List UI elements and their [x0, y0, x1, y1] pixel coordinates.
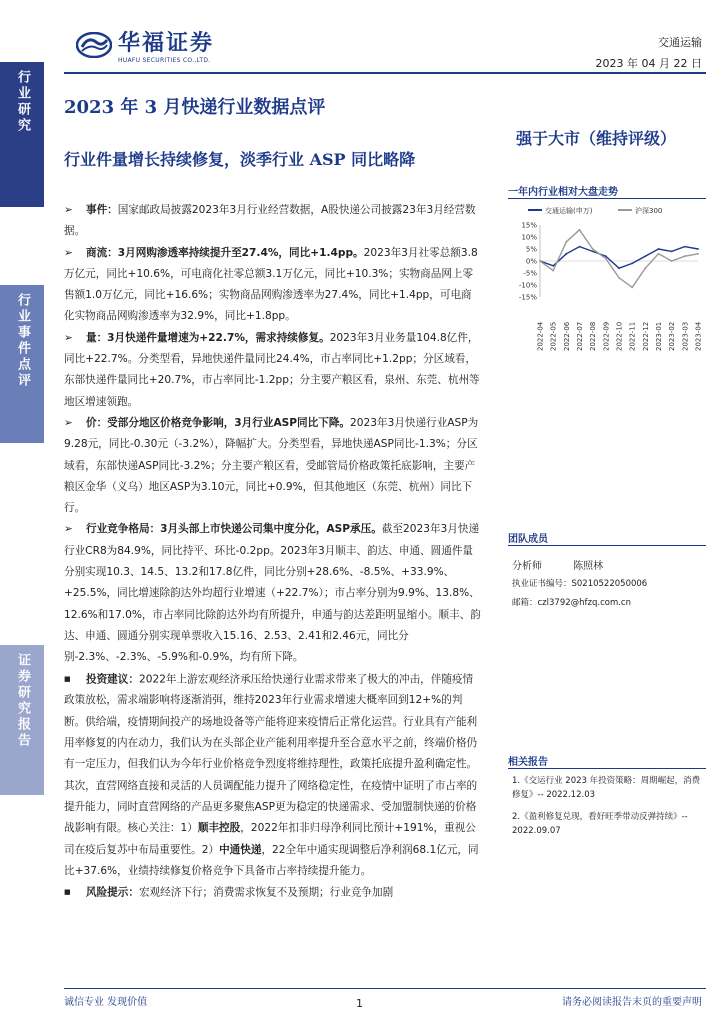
data-point [579, 229, 581, 231]
legend-label: 沪深300 [635, 207, 663, 215]
x-tick-label: 2022-06 [562, 321, 571, 351]
page-number: 1 [356, 997, 363, 1010]
arrow-icon: ➢ [64, 331, 73, 344]
data-point [658, 248, 660, 250]
logo-english: HUAFU SECURITIES CO.,LTD. [118, 57, 211, 64]
company-logo [76, 26, 214, 64]
y-tick-label: 0% [525, 257, 537, 266]
arrow-icon: ➢ [64, 204, 73, 216]
x-tick-label: 2022-10 [615, 321, 624, 351]
logo-emblem-icon [76, 32, 112, 58]
data-point [592, 251, 594, 253]
header-divider [64, 72, 706, 74]
related-divider [508, 768, 706, 769]
data-point [644, 267, 646, 269]
sidebar-tag-research: 行业研究 [0, 62, 44, 207]
report-date: 2023 年 04 月 22 日 [595, 57, 702, 70]
data-point [658, 253, 660, 255]
x-tick-label: 2022-09 [602, 321, 611, 351]
data-point [644, 255, 646, 257]
analyst-label: 分析师 [512, 561, 542, 572]
team-divider [508, 545, 706, 546]
logo-name: 华福证券 [118, 30, 215, 56]
analyst-name: 陈照林 [573, 561, 604, 572]
sidebar-tag-report: 证券研究报告 [0, 645, 44, 795]
arrow-icon: ➢ [64, 523, 73, 536]
footer-slogan: 诚信专业 发现价值 [64, 997, 148, 1008]
data-point [697, 248, 699, 250]
footer-disclaimer: 请务必阅读报告末页的重要声明 [562, 997, 702, 1008]
sidebar [0, 0, 44, 1024]
industry-label: 交通运输 [658, 36, 702, 49]
data-point [631, 287, 633, 289]
data-point [697, 253, 699, 255]
rating: 强于大市（维持评级） [516, 129, 677, 148]
para-price: ➢ 价：受部分地区价格竞争影响，3月行业ASP同比下降。2023年3月快递行业ASP为9.28元，同比-0.30元（-3.2%），降幅扩大。分类型看，异地快递ASP同比-1.3%；分区域看，东部快递ASP同比-3.2%；分主要产粮区看，受邮管局价格政策托底影响，主要产粮区金华（义乌）地区ASP为3.10元，同比+0.9%，但其他地区（东莞、杭州）同比下行。 [64, 413, 482, 519]
report-title: 2023 年 3 月快递行业数据点评 [64, 97, 326, 118]
series-line-2 [540, 230, 698, 288]
data-point [605, 258, 607, 260]
y-tick-label: 10% [521, 233, 537, 242]
x-tick-label: 2022-11 [628, 321, 637, 351]
data-point [618, 277, 620, 279]
related-report-2: 2.《盈利修复兑现，看好旺季带动反弹持续》-- 2022.09.07 [512, 812, 688, 836]
x-tick-label: 2022-07 [576, 321, 584, 351]
para-commerce: ➢ 商流：3月网购渗透率持续提升至27.4%，同比+1.4pp。2023年3月社零总额3.8万亿元，同比+10.6%，可电商化社零总额3.1万亿元，同比+10.3%；实物商品网上零售额1.0万亿元，同比+16.6%；实物商品网购渗透率为27.4%，同比+1.4pp，可电商化实物商品网购渗透率为32.9%，同比+1.8pp。 [64, 243, 482, 328]
data-point [605, 255, 607, 257]
data-point [539, 260, 541, 262]
relative-performance-chart [508, 203, 706, 353]
series-line-1 [540, 247, 698, 269]
y-tick-label: -15% [518, 293, 537, 302]
x-tick-label: 2022-12 [641, 321, 650, 351]
data-point [671, 260, 673, 262]
analyst-email: 邮箱：czl3792@hfzq.com.cn [512, 598, 631, 608]
cert-number: 执业证书编号：S0210522050006 [512, 579, 648, 589]
legend-label: 交通运输(申万) [545, 207, 593, 215]
y-tick-label: 15% [521, 221, 537, 230]
related-head: 相关报告 [508, 757, 548, 768]
para-investment: ■ 投资建议：2022年上游宏观经济承压给快递行业需求带来了极大的冲击，伴随疫情政策放松，需求端影响将逐渐消弭，维持2023年行业需求增速大概率回到12+%的判断。供给端，疫情期间投产的场地设备等产能将迎来疫情后正常化运营。行业具有产能利用率修复的内在动力，我们认为在头部企业产能利用率提升至合意水平之前，终端价格仍有一定压力，但我们认为今年行业价格竞争烈度将维持理性，政策托底提升盈利确定性。其次，直营网络直接和灵活的人员调配能力提升了网络稳定性，在疫情中证明了市占率的提升能力，同时直营网络的产品更多聚焦ASP更为稳定的快递需求、受加盟制快递的价格战影响有限。核心关注：1）顺丰控股，2022年扣非归母净利同比预计+191%，重视公司在疫后复苏中布局重要性。2）中通快递，22全年中通实现调整后净利润68.1亿元，同比+37.6%，业绩持续修复价格竞争下具备市占率持续提升能力。 [64, 669, 482, 883]
y-tick-label: -5% [523, 269, 537, 278]
chart-divider [508, 198, 706, 199]
y-tick-label: 5% [525, 245, 537, 254]
x-tick-label: 2022-08 [589, 321, 598, 351]
x-tick-label: 2023-03 [681, 321, 690, 351]
footer-divider [64, 988, 706, 989]
report-subtitle: 行业件量增长持续修复，淡季行业 ASP 同比略降 [64, 150, 416, 169]
x-tick-label: 2023-01 [655, 321, 663, 351]
bullet-icon: ■ [64, 888, 71, 897]
arrow-icon: ➢ [64, 416, 73, 429]
x-tick-label: 2023-02 [668, 321, 677, 351]
data-point [618, 267, 620, 269]
bullet-icon: ■ [64, 674, 71, 683]
data-point [552, 265, 554, 267]
x-tick-label: 2022-05 [549, 321, 558, 351]
data-point [592, 248, 594, 250]
y-tick-label: -10% [518, 281, 537, 290]
data-point [579, 246, 581, 248]
data-point [684, 255, 686, 257]
x-tick-label: 2023-04 [694, 321, 703, 351]
para-risk: ■ 风险提示：宏观经济下行；消费需求恢复不及预期；行业竞争加剧 [64, 882, 482, 904]
x-tick-label: 2022-04 [536, 321, 545, 351]
data-point [552, 270, 554, 272]
data-point [565, 253, 567, 255]
data-point [684, 246, 686, 248]
team-head: 团队成员 [508, 534, 548, 545]
data-point [631, 263, 633, 265]
data-point [565, 241, 567, 243]
sidebar-tag-event: 行业事件点评 [0, 285, 44, 443]
para-competition: ➢ 行业竞争格局：3月头部上市快递公司集中度分化，ASP承压。截至2023年3月快递行业CR8为84.9%，同比持平、环比-0.2pp。2023年3月顺丰、韵达、申通、圆通件量分别实现10.3、14.5、13.2和17.8亿件，同比分别+28.6%、-8.5%、+33.9%、+25.5%，同比增速除韵达外均超行业增速（+22.7%）；市占率分别为9.9%、13.8%、12.6%和17.0%，市占率同比除韵达外均有所提升，申通与韵达差距明显缩小。顺丰、韵达、申通、圆通分别实现单票收入15.16、2.53、2.41和2.46元，同比分别-2.3%、-2.3%、-5.9%和-0.9%，均有所下降。 [64, 519, 482, 668]
data-point [671, 251, 673, 253]
analyst-row [512, 557, 603, 572]
chart-title: 一年内行业相对大盘走势 [508, 187, 618, 198]
para-event: ➢ 事件：国家邮政局披露2023年3月行业经营数据，A股快递公司披露23年3月经营数据。 [64, 200, 482, 243]
related-report-1: 1.《交运行业 2023 年投资策略：周期崛起，消费修复》-- 2022.12.03 [512, 776, 701, 800]
main-content [64, 200, 482, 904]
para-volume: ➢ 量：3月快递件量增速为+22.7%，需求持续修复。2023年3月业务量104.8亿件，同比+22.7%。分类型看，异地快递件量同比24.4%，市占率同比+1.2pp；分区域看，东部快递件量同比+20.7%，市占率同比-1.2pp；分主要产粮区看，泉州、东莞、杭州等地区增速领跑。 [64, 328, 482, 413]
arrow-icon: ➢ [64, 246, 73, 259]
